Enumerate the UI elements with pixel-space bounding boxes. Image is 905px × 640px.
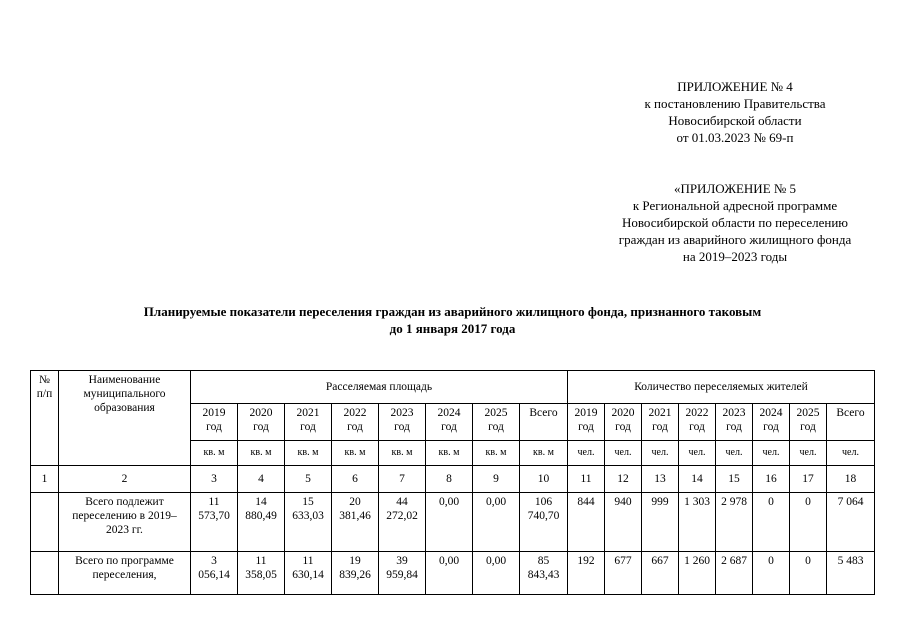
area-value: 0,00 — [426, 493, 473, 552]
row-number — [31, 493, 59, 552]
people-year-header: 2020 год — [605, 404, 642, 441]
row-municipality-name: Всего подлежит переселению в 2019–2023 гг. — [59, 493, 191, 552]
appendix-4-line-3: Новосибирской области — [668, 113, 802, 128]
area-unit-header: кв. м — [473, 441, 520, 466]
people-value: 5 483 — [827, 552, 875, 595]
people-value: 1 260 — [679, 552, 716, 595]
area-unit-header: кв. м — [379, 441, 426, 466]
document-title — [60, 303, 845, 337]
area-value: 3 056,14 — [191, 552, 238, 595]
column-number: 2 — [59, 466, 191, 493]
people-year-header: 2023 год — [716, 404, 753, 441]
area-value: 0,00 — [426, 552, 473, 595]
area-value: 11 573,70 — [191, 493, 238, 552]
column-number: 16 — [753, 466, 790, 493]
area-value: 19 839,26 — [332, 552, 379, 595]
column-number: 7 — [379, 466, 426, 493]
area-value: 15 633,03 — [285, 493, 332, 552]
people-value: 677 — [605, 552, 642, 595]
appendix-5-line-4: граждан из аварийного жилищного фонда — [618, 232, 852, 247]
people-year-header: 2024 год — [753, 404, 790, 441]
area-value: 14 880,49 — [238, 493, 285, 552]
header-resettled-residents: Количество переселяемых жителей — [568, 371, 875, 404]
header-municipality: Наименование муниципального образования — [59, 371, 191, 466]
column-number: 6 — [332, 466, 379, 493]
area-year-header: 2022 год — [332, 404, 379, 441]
column-number: 18 — [827, 466, 875, 493]
appendix-4-line-2: к постановлению Правительства — [644, 96, 826, 111]
document-title-line-2: до 1 января 2017 года — [389, 321, 516, 336]
area-value: 11 358,05 — [238, 552, 285, 595]
appendix-4-line-1: ПРИЛОЖЕНИЕ № 4 — [677, 79, 793, 94]
column-number: 15 — [716, 466, 753, 493]
column-number: 10 — [520, 466, 568, 493]
area-unit-header: кв. м — [426, 441, 473, 466]
column-number: 14 — [679, 466, 716, 493]
area-value: 0,00 — [473, 552, 520, 595]
area-value: 85 843,43 — [520, 552, 568, 595]
column-number: 8 — [426, 466, 473, 493]
people-year-header: Всего — [827, 404, 875, 441]
people-value: 192 — [568, 552, 605, 595]
area-year-header: 2023 год — [379, 404, 426, 441]
appendix-5-block — [560, 180, 905, 265]
people-year-header: 2019 год — [568, 404, 605, 441]
header-number: № п/п — [31, 371, 59, 466]
area-value: 11 630,14 — [285, 552, 332, 595]
people-value: 2 978 — [716, 493, 753, 552]
area-year-header: 2024 год — [426, 404, 473, 441]
appendix-4-block — [600, 78, 870, 146]
column-number: 9 — [473, 466, 520, 493]
people-unit-header: чел. — [716, 441, 753, 466]
table-row — [31, 552, 875, 595]
column-number: 4 — [238, 466, 285, 493]
area-value: 106 740,70 — [520, 493, 568, 552]
column-number: 17 — [790, 466, 827, 493]
area-year-header: 2025 год — [473, 404, 520, 441]
people-value: 0 — [790, 552, 827, 595]
appendix-5-line-3: Новосибирской области по переселению — [621, 215, 848, 230]
people-year-header: 2025 год — [790, 404, 827, 441]
people-year-header: 2021 год — [642, 404, 679, 441]
indicators-table — [30, 370, 875, 595]
area-unit-header: кв. м — [191, 441, 238, 466]
area-year-header: 2019 год — [191, 404, 238, 441]
column-number: 5 — [285, 466, 332, 493]
people-value: 0 — [790, 493, 827, 552]
appendix-5-line-2: к Региональной адресной программе — [632, 198, 838, 213]
appendix-5-line-5: на 2019–2023 годы — [682, 249, 788, 264]
column-number: 12 — [605, 466, 642, 493]
people-value: 0 — [753, 552, 790, 595]
people-unit-header: чел. — [679, 441, 716, 466]
area-year-header: 2020 год — [238, 404, 285, 441]
column-number: 11 — [568, 466, 605, 493]
column-number: 13 — [642, 466, 679, 493]
area-year-header: Всего — [520, 404, 568, 441]
people-value: 999 — [642, 493, 679, 552]
area-value: 20 381,46 — [332, 493, 379, 552]
people-value: 1 303 — [679, 493, 716, 552]
column-number: 1 — [31, 466, 59, 493]
area-value: 39 959,84 — [379, 552, 426, 595]
area-value: 0,00 — [473, 493, 520, 552]
people-value: 7 064 — [827, 493, 875, 552]
people-unit-header: чел. — [827, 441, 875, 466]
people-unit-header: чел. — [568, 441, 605, 466]
people-value: 940 — [605, 493, 642, 552]
table-row — [31, 493, 875, 552]
area-year-header: 2021 год — [285, 404, 332, 441]
people-value: 2 687 — [716, 552, 753, 595]
people-value: 844 — [568, 493, 605, 552]
area-unit-header: кв. м — [520, 441, 568, 466]
area-unit-header: кв. м — [238, 441, 285, 466]
column-number: 3 — [191, 466, 238, 493]
appendix-4-line-4: от 01.03.2023 № 69-п — [676, 130, 794, 145]
header-resettled-area: Расселяемая площадь — [191, 371, 568, 404]
people-year-header: 2022 год — [679, 404, 716, 441]
document-title-line-1: Планируемые показатели переселения граждан из аварийного жилищного фонда, признанного таковым — [143, 304, 762, 319]
people-value: 667 — [642, 552, 679, 595]
row-number — [31, 552, 59, 595]
people-unit-header: чел. — [790, 441, 827, 466]
area-value: 44 272,02 — [379, 493, 426, 552]
row-municipality-name: Всего по программе переселения, — [59, 552, 191, 595]
people-unit-header: чел. — [605, 441, 642, 466]
people-value: 0 — [753, 493, 790, 552]
area-unit-header: кв. м — [285, 441, 332, 466]
area-unit-header: кв. м — [332, 441, 379, 466]
appendix-5-line-1: «ПРИЛОЖЕНИЕ № 5 — [673, 181, 797, 196]
people-unit-header: чел. — [753, 441, 790, 466]
people-unit-header: чел. — [642, 441, 679, 466]
